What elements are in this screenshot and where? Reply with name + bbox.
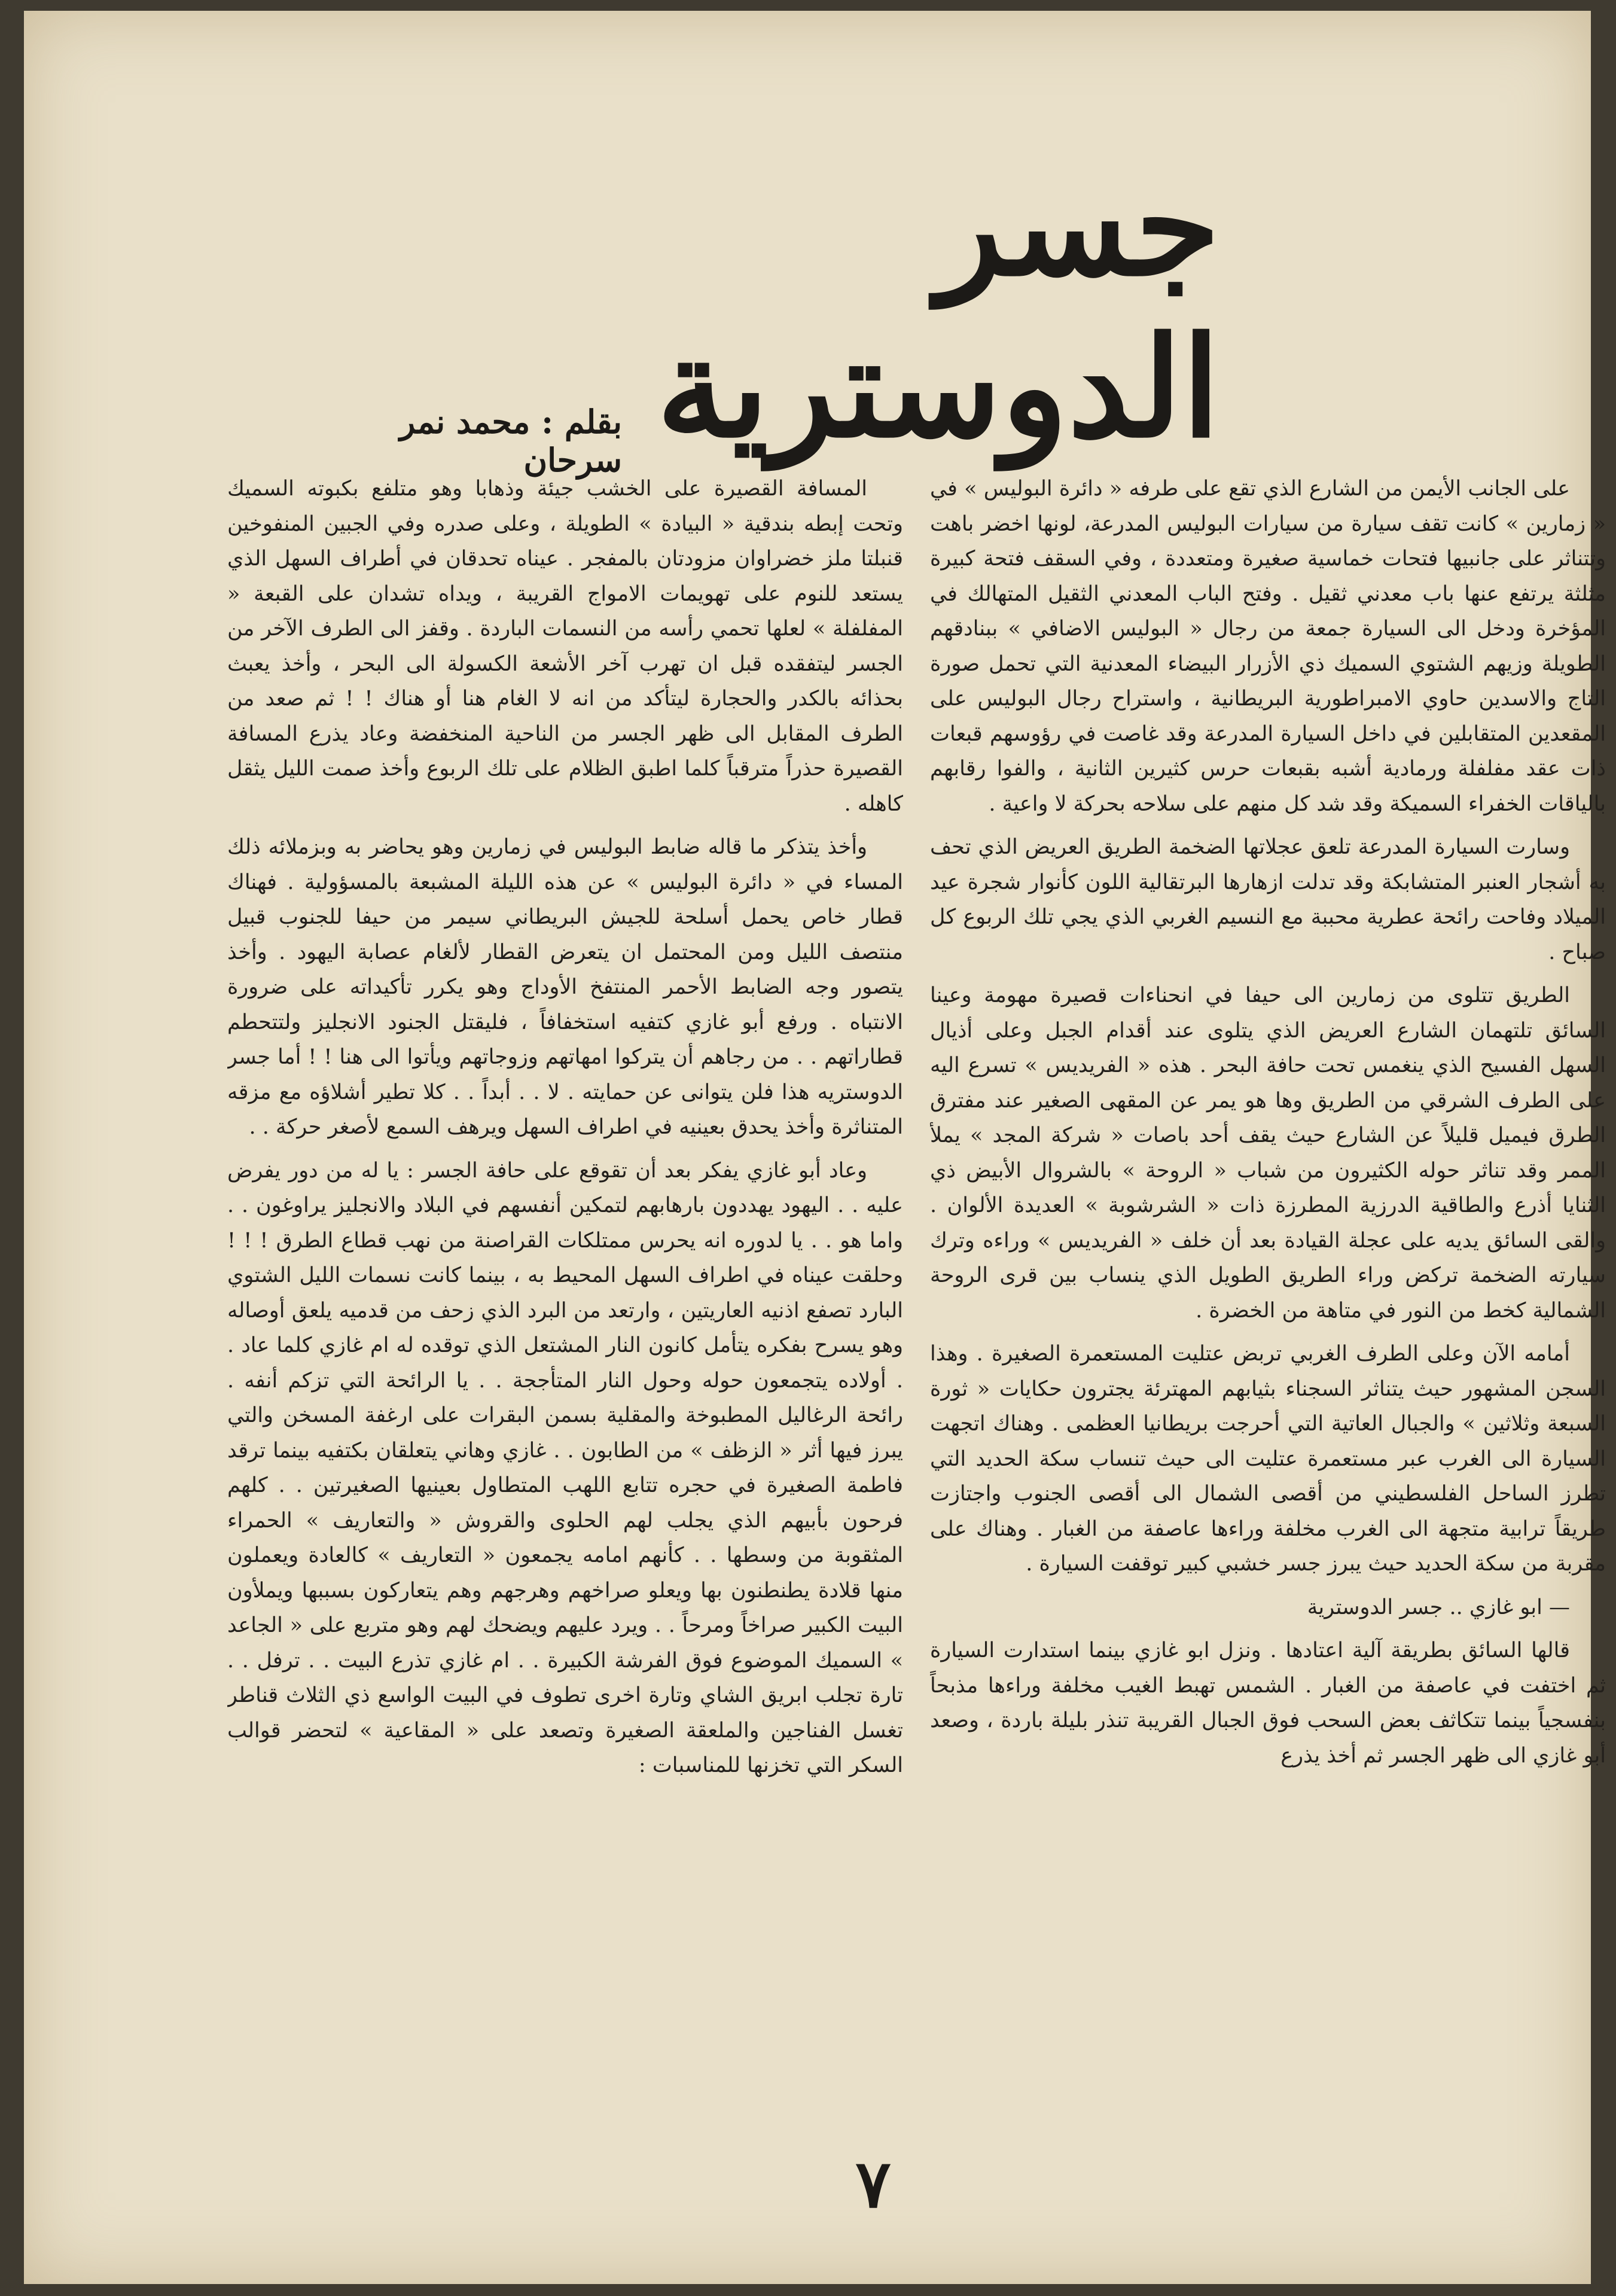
paragraph: أمامه الآن وعلى الطرف الغربي تربض عتليت المستعمرة الصغيرة . وهذا السجن المشهور حيث يتناثر السجناء بثيابهم المهترئة يجترون حكايات « ثورة السبعة وثلاثين » والجبال العاتية التي أحرجت بريطانيا العظمى . وهناك اتجهت السيارة الى الغرب عبر مستعمرة عتليت الى حيث تنساب سكة الحديد التي تطرز الساحل الفلسطيني من أقصى الشمال الى أقصى الجنوب واجتازت طريقاً ترابية متجهة الى الغرب مخلفة وراءها عاصفة من الغبار . وهناك على مقربة من سكة الحديد حيث يبرز جسر خشبي كبير توقفت السيارة . bbox=[930, 1342, 1606, 1576]
paragraph: وعاد أبو غازي يفكر بعد أن تقوقع على حافة الجسر : يا له من دور يفرض عليه . . اليهود يهددون بارهابهم لتمكين أنفسهم في البلاد والانجليز يراوغون . . واما هو . . يا لدوره انه يحرس ممتلكات القراصنة من نهب قطاع الطرق ! ! ! وحلقت عيناه في اطراف السهل المحيط به ، بينما كانت نسمات الليل الشتوي البارد تصفع اذنيه العاريتين ، وارتعد من البرد الذي زحف من قدميه يلعق أوصاله وهو يسرح بفكره يتأمل كانون النار المشتعل الذي توقده له ام غازي كلما عاد . . أولاده يتجمعون حوله وحول النار المتأججة . . يا الرائحة التي تزكم أنفه . رائحة الرغاليل المطبوخة والمقلية بسمن البقرات على ارغفة المسخن والتي يبرز فيها أثر « الزظف » من الطابون . . غازي وهاني يتعلقان بكتفيه بينما ترقد فاطمة الصغيرة في حجره تتابع اللهب المتطاول بعينيها الصغيرتين . . كلهم فرحون بأبيهم الذي يجلب لهم الحلوى والقروش « والتعاريف » الحمراء المثقوبة من وسطها . . كأنهم امامه يجمعون « التعاريف » كالعادة ويعملون منها قلادة يطنطنون بها ويعلو صراخهم وهرجهم وهم يتعاركون بسببها ويملأون البيت الكبير صراخاً ومرحاً . . ويرد عليهم ويضحك لهم وهو متربع على « الجاعد » السميك الموضوع فوق الفرشة الكبيرة . . ام غازي تذرع البيت . . ترفل . . تارة تجلب ابريق الشاي وتارة اخرى تطوف في البيت الواسع ذي الثلاث قناطر تغسل الفناجين والملعقة الصغيرة وتصعد على « المقاعية » لتحضر قوالب السكر التي تخزنها للمناسبات : bbox=[227, 1158, 903, 1777]
paragraph: قالها السائق بطريقة آلية اعتادها . ونزل ابو غازي بينما استدارت السيارة ثم اختفت في عاصفة من الغبار . الشمس تهبط الغيب مخلفة وراءها مذبحاً بنفسجياً بينما تتكاثف بعض السحب فوق الجبال القريبة تنذر بليلة باردة ، وصعد أبو غازي الى ظهر الجسر ثم أخذ يذرع bbox=[930, 1639, 1606, 1768]
dialogue-line: — ابو غازي .. جسر الدوسترية bbox=[1307, 1595, 1570, 1619]
article-byline: بقلم : محمد نمر سرحان bbox=[400, 403, 622, 479]
magazine-page bbox=[24, 11, 1606, 2284]
paragraph: على الجانب الأيمن من الشارع الذي تقع على طرفه « دائرة البوليس » في « زمارين » كانت تقف سيارة من سيارات البوليس المدرعة، لونها اخضر باهت وتتناثر على جانبيها فتحات خماسية صغيرة ومتعددة ، وفي السقف فتحة كبيرة مثلثة يرتفع عنها باب معدني ثقيل . وفتح الباب المعدني الثقيل المتهالك في المؤخرة ودخل الى السيارة جمعة من رجال « البوليس الاضافي » ببنادقهم الطويلة وزيهم الشتوي السميك ذي الأزرار البيضاء المعدنية التي تحمل صورة التاج والاسدين حاوي الامبراطورية البريطانية ، واستراح رجال البوليس على المقعدين المتقابلين في داخل السيارة المدرعة وقد غاصت في رؤوسهم قبعات ذات عقد مفلفلة ورمادية أشبه بقبعات حرس كثيرين الثانية ، والفوا رقابهم بالياقات الخفراء السميكة وقد شد كل منهم على سلاحه بحركة لا واعية . bbox=[930, 477, 1606, 816]
left-column bbox=[227, 471, 903, 2206]
paragraph: وسارت السيارة المدرعة تلعق عجلاتها الضخمة الطريق العريض الذي تحف به أشجار العنبر المتشابكة وقد تدلت ازهارها البرتقالية اللون كأنوار شجرة عيد الميلاد وفاحت رائحة عطرية محببة مع النسيم الغربي الذي يجي تلك الربوع كل صباح . bbox=[930, 835, 1606, 964]
page-number: ٧ bbox=[855, 2145, 891, 2222]
article-title: جسر الدوسترية bbox=[656, 145, 1220, 468]
right-column bbox=[930, 471, 1606, 2206]
paragraph: وأخذ يتذكر ما قاله ضابط البوليس في زمارين وهو يحاضر به وبزملائه ذلك المساء في « دائرة البوليس » عن هذه الليلة المشبعة بالمسؤولية . فهناك قطار خاص يحمل أسلحة للجيش البريطاني سيمر من حيفا للجنوب قبيل منتصف الليل ومن المحتمل ان يتعرض القطار لألغام عصابة اليهود . وأخذ يتصور وجه الضابط الأحمر المنتفخ الأوداج وهو يكرر تأكيداته على ضرورة الانتباه . ورفع أبو غازي كتفيه استخفافاً ، فليقتل الجنود الانجليز ولتتحطم قطاراتهم . . من رجاهم أن يتركوا امهاتهم وزوجاتهم ويأتوا الى هنا ! ! أما جسر الدوستريه هذا فلن يتوانى عن حمايته . لا . . أبداً . . كلا تطير أشلاؤه مع مزقه المتناثرة وأخذ يحدق بعينيه في اطراف السهل ويرهف السمع لأصغر حركة . . bbox=[227, 835, 903, 1139]
paragraph: المسافة القصيرة على الخشب جيئة وذهابا وهو متلفع بكبوته السميك وتحت إبطه بندقية « البيادة » الطويلة ، وعلى صدره وفي الجبين المنفوخين قنبلتا ملز خضراوان مزودتان بالمفجر . عيناه تحدقان في أطراف السهل الذي يستعد للنوم على تهويمات الامواج القريبة ، ويداه تشدان على القبعة « المفلفلة » لعلها تحمي رأسه من النسمات الباردة . وقفز الى الطرف الآخر من الجسر ليتفقده قبل ان تهرب آخر الأشعة الكسولة الى البحر ، وأخذ يعبث بحذائه بالكدر والحجارة ليتأكد من انه لا الغام هنا أو هناك ! ! ثم صعد من الطرف المقابل الى ظهر الجسر من الناحية المنخفضة وعاد يذرع المسافة القصيرة حذراً مترقباً كلما اطبق الظلام على تلك الربوع وأخذ صمت الليل يثقل كاهله . bbox=[227, 477, 903, 816]
paragraph: الطريق تتلوى من زمارين الى حيفا في انحناءات قصيرة مهومة وعينا السائق تلتهمان الشارع العريض الذي يتلوى عند أقدام الجبل وعلى أذيال السهل الفسيح الذي ينغمس تحت حافة البحر . هذه « الفريديس » تسرع اليه على الطرف الشرقي من الطريق وها هو يمر عن المقهى الصغير عند مفترق الطرق فيميل قليلاً عن الشارع حيث يقف أحد باصات « شركة المجد » يملأ الممر وقد تناثر حوله الكثيرون من شباب « الروحة » بالشروال الأبيض ذي الثنايا أذرع والطاقية الدرزية المطرزة ذات « الشرشوبة » العديدة الألوان . والقى السائق يديه على عجلة القيادة بعد أن خلف « الفريديس » وراءه وترك سيارته الضخمة تركض وراء الطريق الطويل الذي ينساب بين قرى الروحة الشمالية كخط من النور في متاهة من الخضرة . bbox=[930, 983, 1606, 1323]
